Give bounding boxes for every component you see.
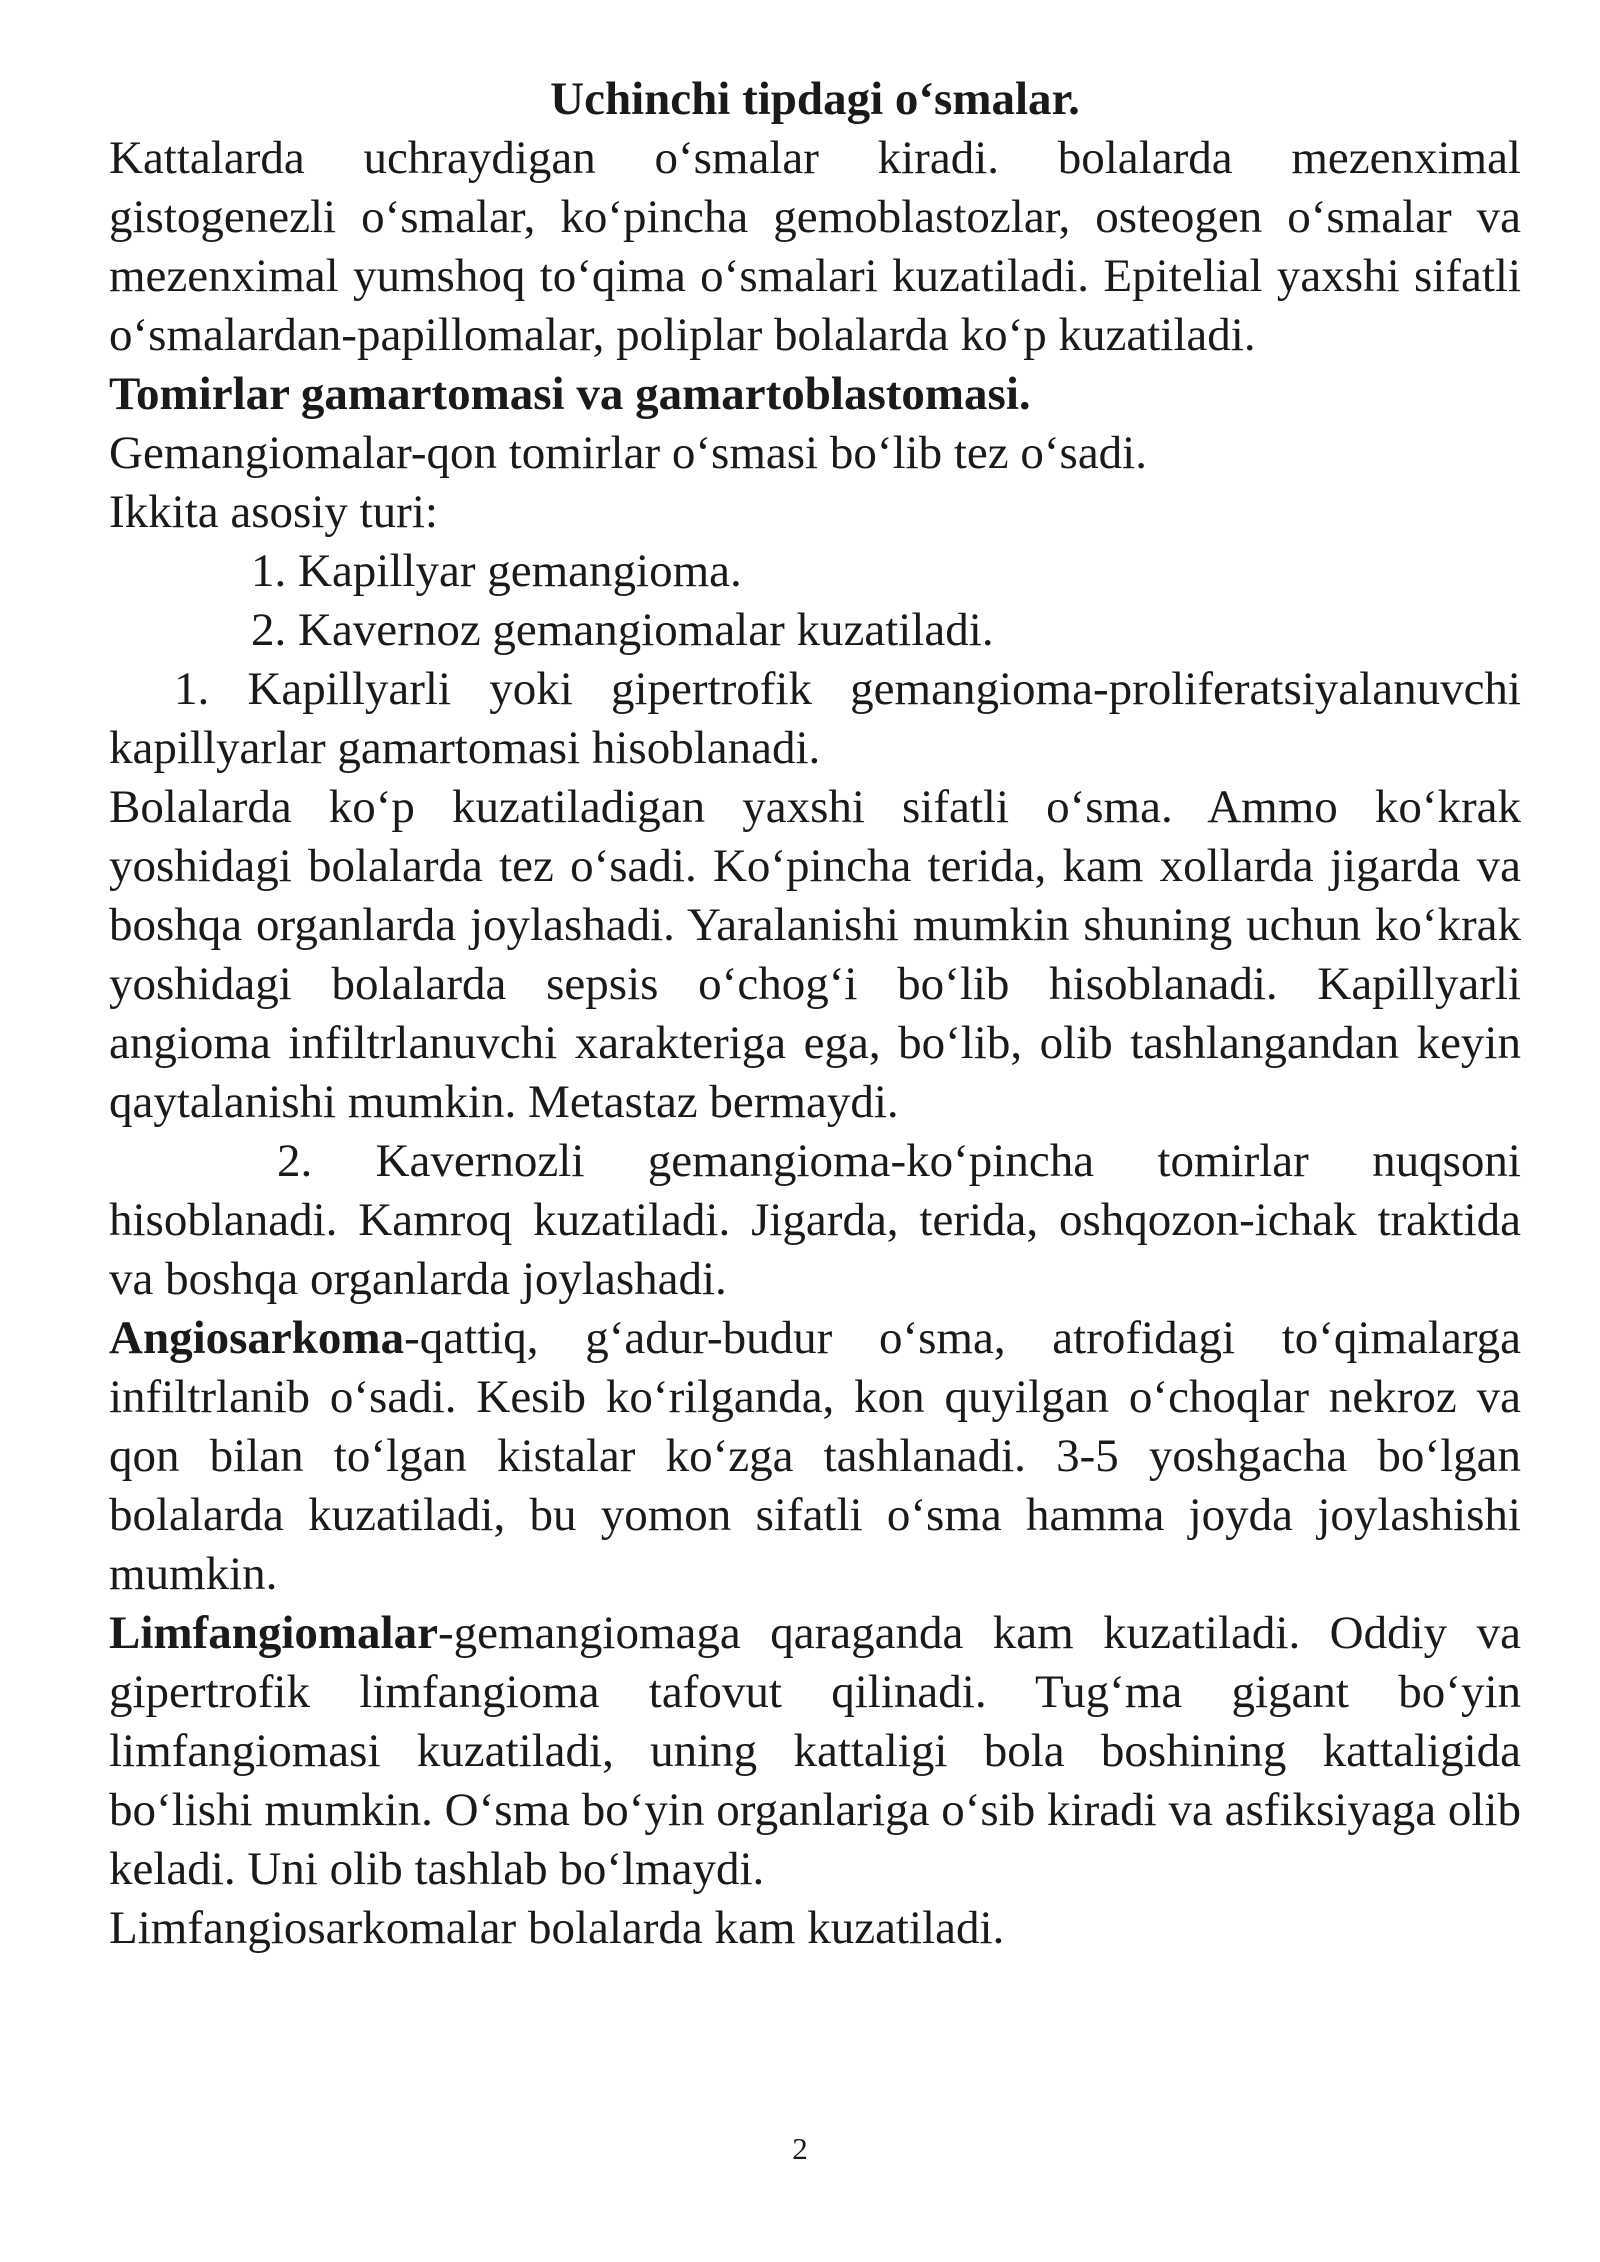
lymphangioma-paragraph: [109, 1604, 1521, 1899]
list-text: Kapillyar gemangioma.: [298, 545, 742, 597]
capillary-definition: 1. Kapillyarli yoki gipertrofik gemangioma-proliferatsiyalanuvchi kapillyarlar gamartomasi hisoblanadi.: [109, 663, 1521, 774]
list-number: 1.: [251, 545, 287, 597]
hemangioma-intro: Gemangiomalar-qon tomirlar o‘smasi bo‘lib tez o‘sadi.: [109, 427, 1147, 479]
list-item: [109, 601, 1521, 660]
list-text: Kavernoz gemangiomalar kuzatiladi.: [298, 604, 994, 656]
angiosarcoma-text: -qattiq, g‘adur-budur o‘sma, atrofidagi to‘qimalarga infiltrlanib o‘sadi. Kesib ko‘rilganda, kon quyilgan o‘choqlar nekroz va qon bilan to‘lgan kistalar ko‘zga tashlanadi. 3-5 yoshgacha bo‘lgan bolalarda kuzatiladi, bu yomon sifatli o‘sma hamma joyda joylashishi mumkin.: [109, 1312, 1521, 1600]
intro-paragraph: Kattalarda uchraydigan o‘smalar kiradi. bolalarda mezenximal gistogenezli o‘smalar, ko‘pincha gemoblastozlar, osteogen o‘smalar va mezenximal yumshoq to‘qima o‘smalari kuzatiladi. Epitelial yaxshi sifatli o‘smalardan-papillomalar, poliplar bolalarda ko‘p kuzatiladi.: [109, 132, 1521, 361]
lymphangiosarcoma-paragraph: Limfangiosarkomalar bolalarda kam kuzatiladi.: [109, 1902, 1005, 1954]
list-item: [109, 542, 1521, 601]
lymphangioma-term: Limfangiomalar: [109, 1607, 438, 1659]
page-number: 2: [792, 2131, 808, 2166]
capillary-description: Bolalarda ko‘p kuzatiladigan yaxshi sifatli o‘sma. Ammo ko‘krak yoshidagi bolalarda tez o‘sadi. Ko‘pincha terida, kam xollarda jigarda va boshqa organlarda joylashadi. Yaralanishi mumkin shuning uchun ko‘krak yoshidagi bolalarda sepsis o‘chog‘i bo‘lib hisoblanadi. Kapillyarli angioma infiltrlanuvchi xarakteriga ega, bo‘lib, olib tashlangandan keyin qaytalanishi mumkin. Metastaz bermaydi.: [109, 781, 1521, 1128]
cavernous-description: 2. Kavernozli gemangioma-ko‘pincha tomirlar nuqsoni hisoblanadi. Kamroq kuzatiladi. Jigarda, terida, oshqozon-ichak traktida va boshqa organlarda joylashadi.: [109, 1135, 1521, 1305]
angiosarcoma-term: Angiosarkoma: [109, 1312, 405, 1364]
section-heading: Tomirlar gamartomasi va gamartoblastomasi.: [109, 368, 1031, 420]
lymphangioma-text: -gemangiomaga qaraganda kam kuzatiladi. Oddiy va gipertrofik limfangioma tafovut qilinadi. Tug‘ma gigant bo‘yin limfangiomasi kuzatiladi, uning kattaligi bola boshining kattaligida bo‘lishi mumkin. O‘sma bo‘yin organlariga o‘sib kiradi va asfiksiyaga olib keladi. Uni olib tashlab bo‘lmaydi.: [109, 1607, 1521, 1895]
list-number: 2.: [251, 604, 287, 656]
page-title: Uchinchi tipdagi o‘smalar.: [550, 73, 1080, 125]
document-page: [109, 70, 1521, 1958]
angiosarcoma-paragraph: [109, 1309, 1521, 1604]
types-intro: Ikkita asosiy turi:: [109, 486, 438, 538]
